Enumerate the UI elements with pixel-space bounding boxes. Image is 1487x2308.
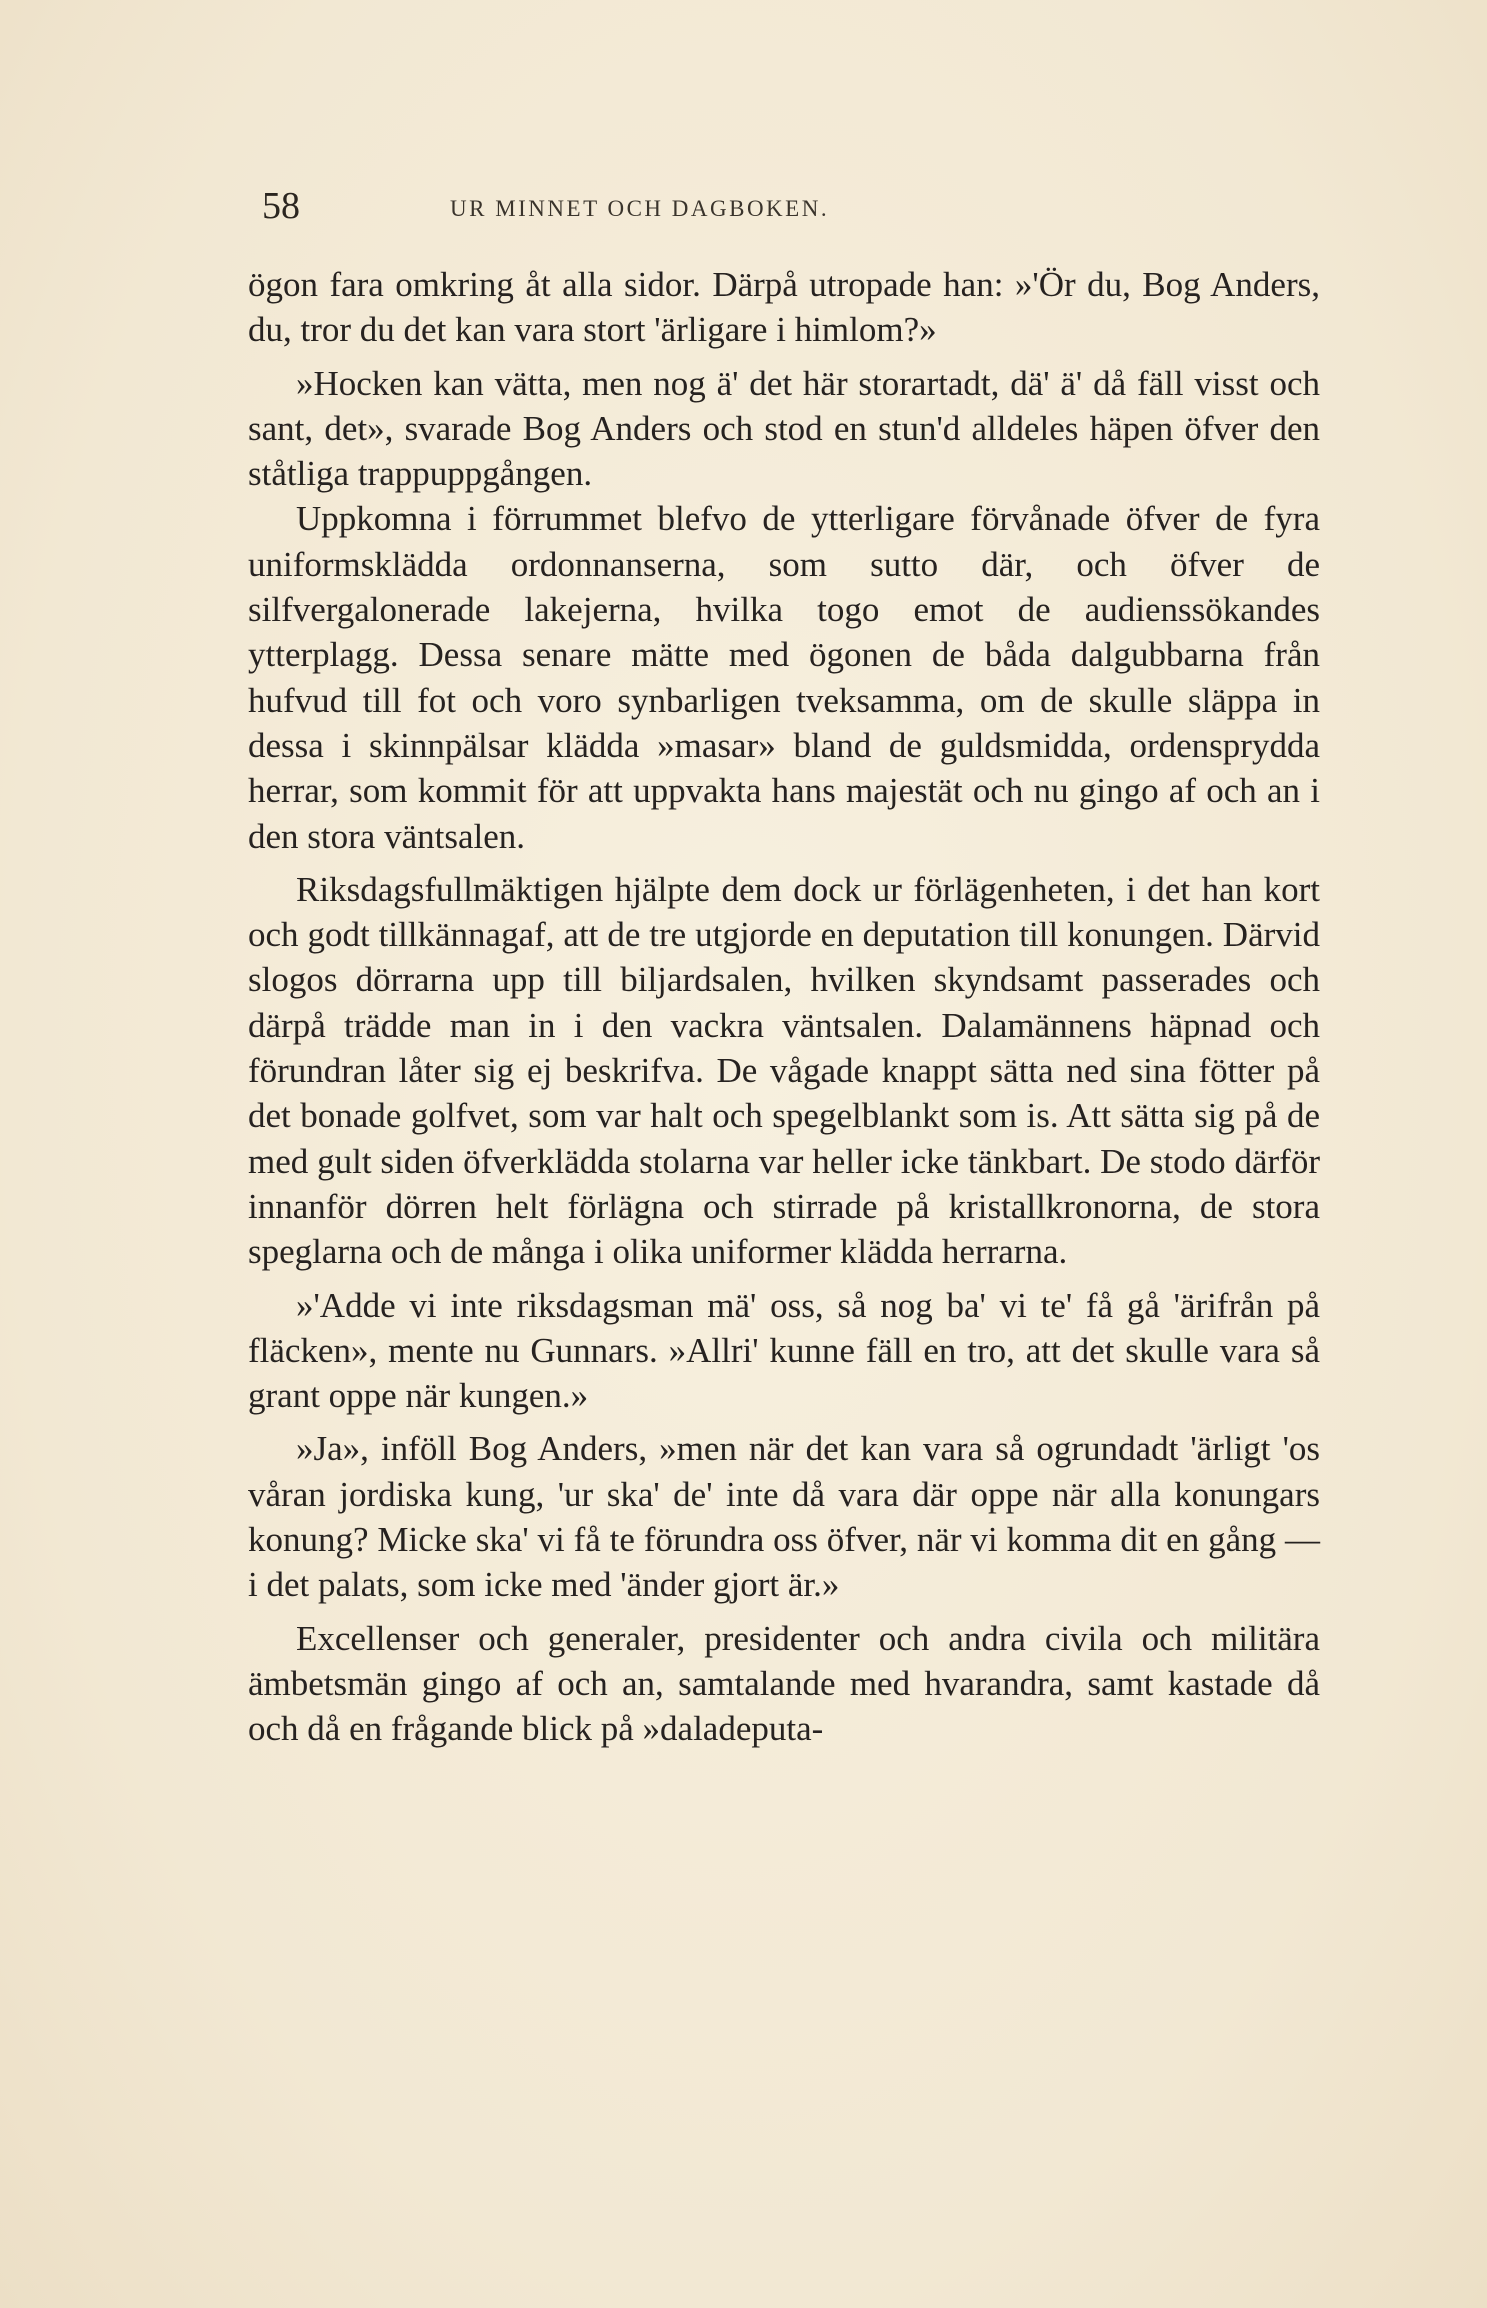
page-header — [262, 185, 1322, 230]
paragraph: »Hocken kan vätta, men nog ä' det här storartadt, dä' ä' då fäll visst och sant, det», svarade Bog Anders och stod en stun'd alldeles häpen öfver den ståtliga trappuppgången. — [248, 363, 1320, 494]
paragraph: ögon fara omkring åt alla sidor. Därpå utropade han: »'Ör du, Bog Anders, du, tror du det kan vara stort 'ärligare i himlom?» — [248, 265, 1320, 350]
body-text — [248, 262, 1320, 1752]
paragraph: »'Adde vi inte riksdagsman mä' oss, så nog ba' vi te' få gå 'ärifrån på fläcken», mente nu Gunnars. »Allri' kunne fäll en tro, att det skulle vara så grant oppe när kungen.» — [248, 1285, 1320, 1416]
paragraph: Riksdagsfullmäktigen hjälpte dem dock ur förlägenheten, i det han kort och godt tillkännagaf, att de tre utgjorde en deputation till konungen. Därvid slogos dörrarna upp till biljardsalen, hvilken skyndsamt passerades och därpå trädde man in i den vackra väntsalen. Dalamännens häpnad och förundran låter sig ej beskrifva. De vågade knappt sätta ned sina fötter på det bonade golfvet, som var halt och spegelblankt som is. Att sätta sig på de med gult siden öfverklädda stolarna var heller icke tänkbart. De stodo därför innanför dörren helt förlägna och stirrade på kristallkronorna, de stora speglarna och de många i olika uniformer klädda herrarna. — [248, 869, 1320, 1272]
paragraph: Excellenser och generaler, presidenter och andra civila och militära ämbetsmän gingo af och an, samtalande med hvarandra, samt kastade då och då en frågande blick på »daladeputa- — [248, 1618, 1320, 1749]
paragraph: Uppkomna i förrummet blefvo de ytterligare förvånade öfver de fyra uniformsklädda ordonnanserna, som sutto där, och öfver de silfvergalonerade lakejerna, hvilka togo emot de audienssökandes ytterplagg. Dessa senare mätte med ögonen de båda dalgubbarna från hufvud till fot och voro synbarligen tveksamma, om de skulle släppa in dessa i skinnpälsar klädda »masar» bland de guldsmidda, ordensprydda herrar, som kommit för att uppvakta hans majestät och nu gingo af och an i den stora väntsalen. — [248, 499, 1320, 856]
running-head: UR MINNET OCH DAGBOKEN. — [450, 196, 830, 221]
paragraph: »Ja», inföll Bog Anders, »men när det kan vara så ogrundadt 'ärligt 'os våran jordiska kung, 'ur ska' de' inte då vara där oppe när alla konungars konung? Micke ska' vi få te förundra oss öfver, när vi komma dit en gång — i det palats, som icke med 'änder gjort är.» — [248, 1429, 1320, 1605]
page-number: 58 — [262, 185, 300, 227]
